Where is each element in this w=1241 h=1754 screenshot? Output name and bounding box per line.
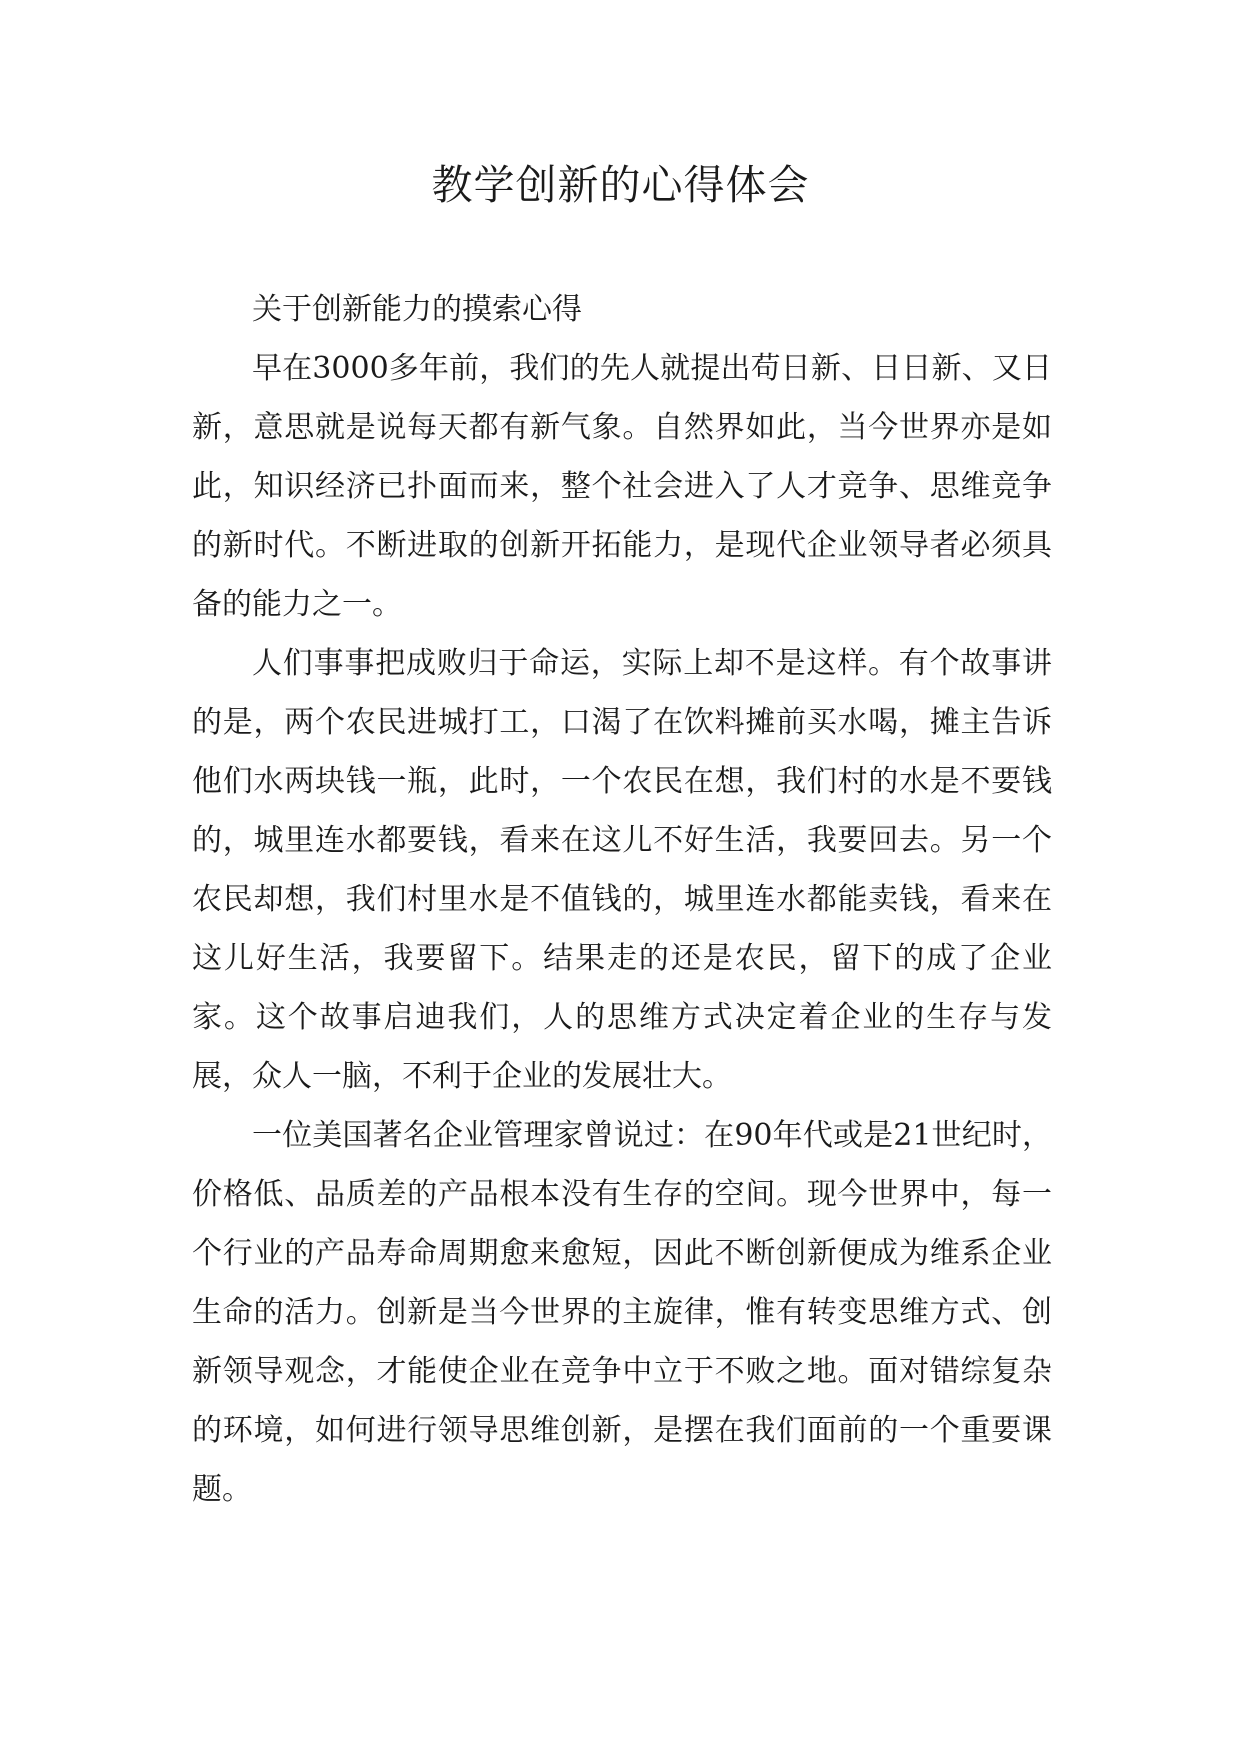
document-title: 教学创新的心得体会 xyxy=(431,161,810,209)
document-body xyxy=(192,280,1052,1519)
paragraph: 一位美国著名企业管理家曾说过：在90年代或是21世纪时，价格低、品质差的产品根本没有生存的空间。现今世界中，每一个行业的产品寿命周期愈来愈短，因此不断创新便成为维系企业生命的活力。创新是当今世界的主旋律，惟有转变思维方式、创新领导观念，才能使企业在竞争中立于不败之地。面对错综复杂的环境，如何进行领导思维创新，是摆在我们面前的一个重要课题。 xyxy=(192,1118,1052,1507)
paragraph: 早在3000多年前，我们的先人就提出苟日新、日日新、又日新，意思就是说每天都有新气象。自然界如此，当今世界亦是如此，知识经济已扑面而来，整个社会进入了人才竞争、思维竞争的新时代。不断进取的创新开拓能力，是现代企业领导者必须具备的能力之一。 xyxy=(192,351,1052,622)
paragraph-subtitle: 关于创新能力的摸索心得 xyxy=(252,292,582,327)
paragraph: 人们事事把成败归于命运，实际上却不是这样。有个故事讲的是，两个农民进城打工，口渴了在饮料摊前买水喝，摊主告诉他们水两块钱一瓶，此时，一个农民在想，我们村的水是不要钱的，城里连水都要钱，看来在这儿不好生活，我要回去。另一个农民却想，我们村里水是不值钱的，城里连水都能卖钱，看来在这儿好生活，我要留下。结果走的还是农民，留下的成了企业家。这个故事启迪我们，人的思维方式决定着企业的生存与发展，众人一脑，不利于企业的发展壮大。 xyxy=(192,646,1052,1094)
